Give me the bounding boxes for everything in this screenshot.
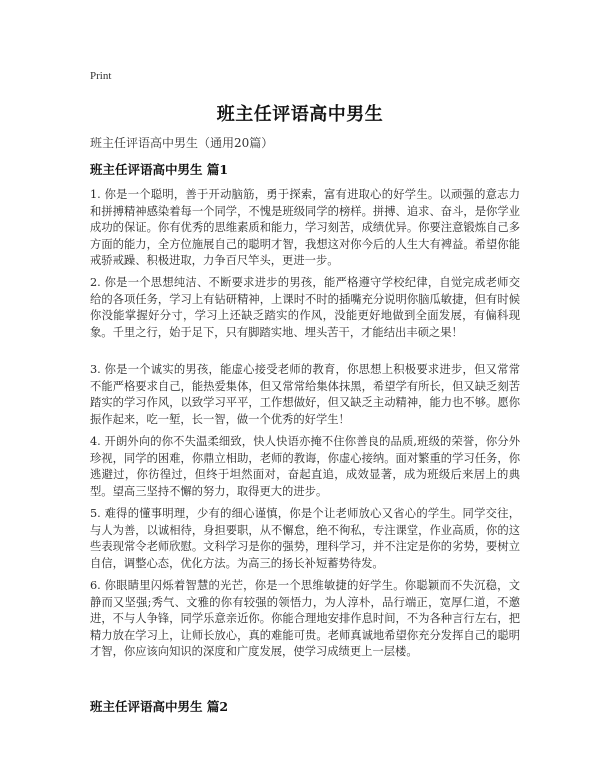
comment-paragraph-6: 6. 你眼睛里闪烁着智慧的光芒，你是一个思维敏捷的好学生。你聪颖而不失沉稳，文静而又坚强;秀气、文雅的你有较强的领悟力，为人淳朴，品行端正，宽厚仁道，不邀进，不与人争锋，同学乐意亲近你。你能合理地安排作息时间，不为各种言行左右，把精力放在学习上，让师长放心，真的难能可贵。老师真诚地希望你充分发挥自己的聪明才智，你应该向知识的深度和广度发展，使学习成绩更上一层楼。 — [90, 579, 520, 659]
section-heading-2: 班主任评语高中男生 篇2 — [90, 699, 229, 714]
page-title: 班主任评语高中男生 — [216, 104, 384, 125]
comment-paragraph-5: 5. 难得的懂事明理，少有的细心谨慎，你是个让老师放心又省心的学生。同学交往，与人为善，以诚相待，身担要职，从不懈怠，绝不徇私，专注课堂，作业高质，你的这些表现常令老师欣慰。文科学习是你的强势，理科学习，并不注定是你的劣势，要树立自信，调整心态，优化方法。为高三的扬长补短蓄势待发。 — [90, 507, 520, 570]
comment-paragraph-3: 3. 你是一个诚实的男孩，能虚心接受老师的教育，你思想上积极要求进步，但又常常不能严格要求自己，能热爱集体，但又常常给集体抹黑，希望学有所长，但又缺乏刻苦踏实的学习作风，以致学习平平，工作想做好，但又缺乏主动精神，能力也不够。愿你振作起来，吃一堑，长一智，做一个优秀的好学生！ — [90, 363, 520, 426]
print-link[interactable]: Print — [90, 70, 112, 82]
comment-paragraph-4: 4. 开朗外向的你不失温柔细致，快人快语亦掩不住你善良的品质,班级的荣誉，你分外珍视，同学的困难，你鼎立相助，老师的教诲，你虚心接纳。面对繁重的学习任务，你逃避过，你彷徨过，但终于坦然面对，奋起直追，成效显著，成为班级后来居上的典型。望高三坚持不懈的努力，取得更大的进步。 — [90, 435, 520, 498]
section-heading-1: 班主任评语高中男生 篇1 — [90, 162, 229, 177]
comment-paragraph-2: 2. 你是一个思想纯洁、不断要求进步的男孩，能严格遵守学校纪律，自觉完成老师交给的各项任务，学习上有钻研精神，上课时不时的插嘴充分说明你脑瓜敏捷，但有时候你没能掌握好分寸，学习上还缺乏踏实的作风，没能更好地做到全面发展，有偏科现象。千里之行，始于足下，只有脚踏实地、埋头苦干，才能结出丰硕之果！ — [90, 276, 520, 339]
comment-paragraph-1: 1. 你是一个聪明，善于开动脑筋，勇于探索，富有进取心的好学生。以顽强的意志力和拼搏精神感染着每一个同学，不愧是班级同学的榜样。拼搏、追求、奋斗，是你学业成功的保证。你有优秀的思维素质和能力，学习刻苦，成绩优异。你要注意锻炼自己多方面的能力，全方位施展自己的聪明才智，我想这对你今后的人生大有裨益。希望你能戒骄戒躁、积极进取，力争百尺竿头，更进一步。 — [90, 188, 520, 268]
document-subtitle: 班主任评语高中男生（通用20篇） — [90, 136, 274, 150]
